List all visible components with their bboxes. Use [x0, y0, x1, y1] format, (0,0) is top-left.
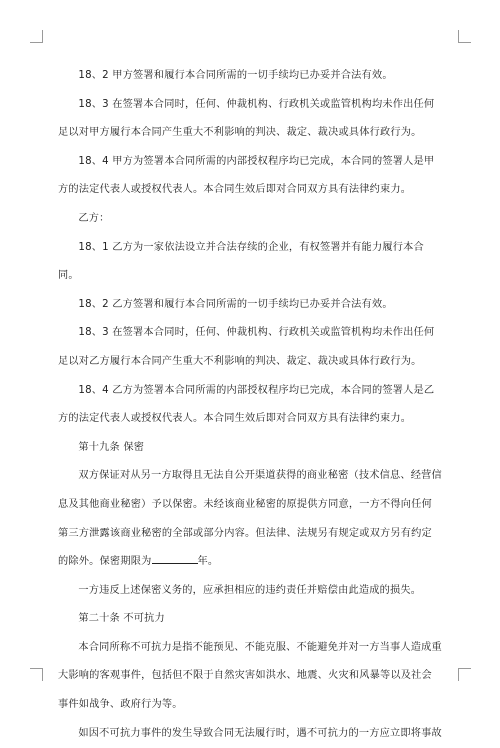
confidentiality-period-blank	[152, 554, 198, 564]
clause-18-1-party-b: 18、1 乙方为一家依法设立并合法存续的企业，有权签署并有能力履行本合同。	[58, 241, 424, 282]
clause-18-3-party-b: 18、3 在签署本合同时，任何、仲裁机构、行政机关或监管机构均未作出任何足以对乙方履行本合同产生重大不利影响的判决、裁定、裁决或具体行政行为。	[58, 327, 435, 367]
article-19-breach-text: 一方违反上述保密义务的，应承担相应的违约责任并赔偿由此造成的损失。	[78, 584, 422, 596]
article-20-heading: 第二十条 不可抗力	[78, 613, 165, 625]
article-20-definition-text: 本合同所称不可抗力是指不能预见、不能克服、不能避免并对一方当事人造成重大影响的客观事件，包括但不限于自然灾害如洪水、地震、火灾和风暴等以及社会事件如战争、政府行为等。	[58, 641, 442, 711]
clause-18-4-party-b: 18、4 乙方为签署本合同所需的内部授权程序均已完成，本合同的签署人是乙方的法定代表人或授权代表人。本合同生效后即对合同双方具有法律约束力。	[58, 384, 435, 425]
crop-mark-top-right	[458, 30, 471, 43]
clause-18-4-party-a: 18、4 甲方为签署本合同所需的内部授权程序均已完成，本合同的签署人是甲方的法定代表人或授权代表人。本合同生效后即对合同双方具有法律约束力。	[58, 155, 435, 196]
crop-mark-top-left	[30, 30, 43, 43]
clause-18-3-party-a: 18、3 在签署本合同时，任何、仲裁机构、行政机关或监管机构均未作出任何足以对甲方履行本合同产生重大不利影响的判决、裁定、裁决或具体行政行为。	[58, 98, 435, 139]
article-19-confidentiality-text: 双方保证对从另一方取得且无法自公开渠道获得的商业秘密（技术信息、经营信息及其他商业秘密）予以保密。未经该商业秘密的原提供方同意，一方不得向任何第三方泄露该商业秘密的全部或部分内容。但法律、法规另有规定或双方另有约定的除外。保密期限为 年。	[58, 470, 442, 568]
article-20-notice-text: 如因不可抗力事件的发生导致合同无法履行时，遇不可抗力的一方应立即将事故	[78, 727, 442, 739]
clause-18-2-party-a: 18、2 甲方签署和履行本合同所需的一切手续均已办妥并合法有效。	[78, 70, 393, 81]
crop-mark-bottom-left	[30, 668, 43, 681]
party-b-heading: 乙方：	[78, 212, 110, 224]
clause-18-2-party-b: 18、2 乙方签署和履行本合同所需的一切手续均已办妥并合法有效。	[78, 298, 393, 310]
article-19-heading: 第十九条 保密	[78, 441, 145, 453]
document-body	[58, 62, 442, 748]
crop-mark-bottom-right	[458, 668, 471, 681]
